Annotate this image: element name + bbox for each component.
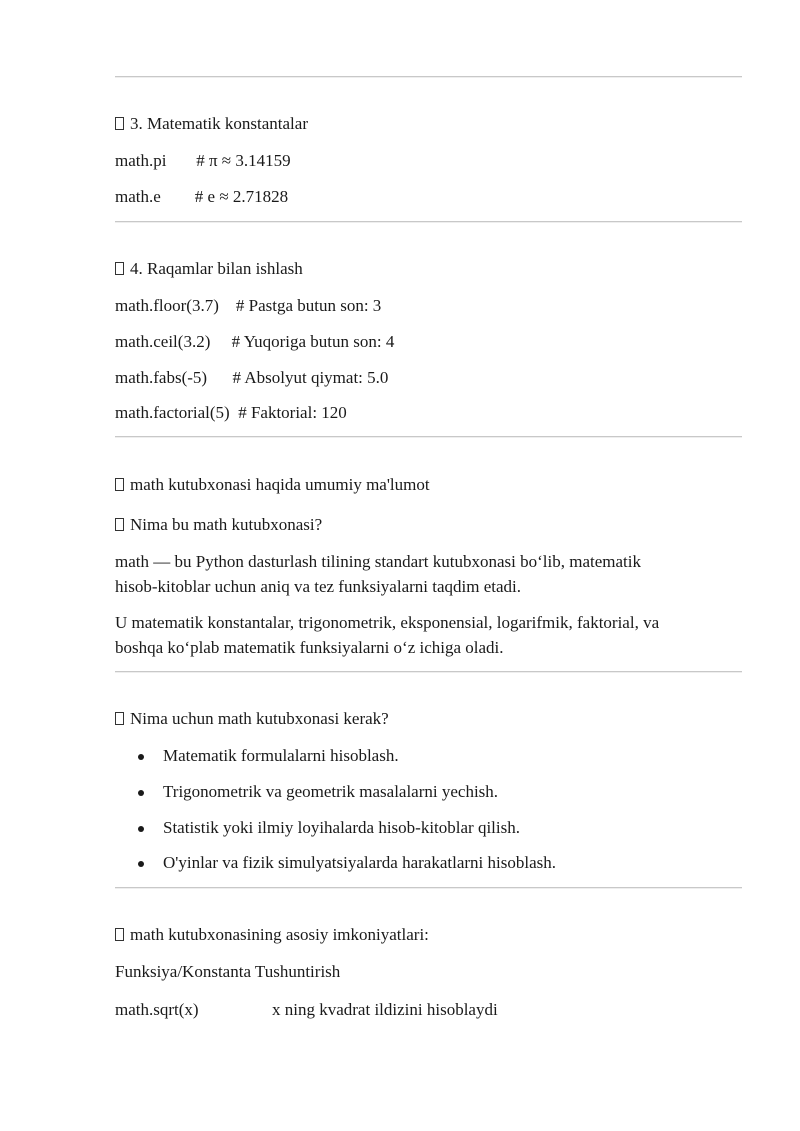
- code-line: math.floor(3.7) # Pastga butun son: 3: [115, 296, 382, 315]
- divider: [115, 76, 742, 77]
- bullet-icon: [138, 790, 144, 796]
- section-3-heading: [115, 112, 308, 136]
- section-4-heading: [115, 257, 303, 281]
- bullet-icon: [138, 861, 144, 867]
- emoji-placeholder-icon: [115, 262, 124, 275]
- emoji-placeholder-icon: [115, 117, 124, 130]
- code-line: math.fabs(-5) # Absolyut qiymat: 5.0: [115, 368, 389, 387]
- emoji-placeholder-icon: [115, 478, 124, 491]
- overview-question-text: Nima bu math kutubxonasi?: [130, 515, 323, 534]
- overview-heading: [115, 473, 430, 497]
- paragraph-line: hisob-kitoblar uchun aniq va tez funksiyalarni taqdim etadi.: [115, 577, 521, 596]
- overview-heading-text: math kutubxonasi haqida umumiy ma'lumot: [130, 475, 430, 494]
- emoji-placeholder-icon: [115, 928, 124, 941]
- paragraph-line: boshqa ko‘plab matematik funksiyalarni o‘z ichiga oladi.: [115, 638, 504, 657]
- list-item: Trigonometrik va geometrik masalalarni yechish.: [163, 782, 499, 801]
- features-heading-text: math kutubxonasining asosiy imkoniyatlari:: [130, 925, 429, 944]
- section-3-heading-text: 3. Matematik konstantalar: [130, 114, 308, 133]
- why-heading: [115, 707, 389, 731]
- overview-question: [115, 513, 322, 537]
- why-heading-text: Nima uchun math kutubxonasi kerak?: [130, 709, 389, 728]
- list-item: Matematik formulalarni hisoblash.: [163, 746, 399, 765]
- table-header: Funksiya/Konstanta Tushuntirish: [115, 962, 341, 981]
- divider: [115, 436, 742, 437]
- paragraph-line: math — bu Python dasturlash tilining standart kutubxonasi bo‘lib, matematik: [115, 552, 641, 571]
- bullet-icon: [138, 826, 144, 832]
- features-heading: [115, 923, 429, 947]
- section-4-heading-text: 4. Raqamlar bilan ishlash: [130, 259, 303, 278]
- divider: [115, 221, 742, 222]
- list-item: Statistik yoki ilmiy loyihalarda hisob-kitoblar qilish.: [163, 818, 520, 837]
- code-line: math.ceil(3.2) # Yuqoriga butun son: 4: [115, 332, 395, 351]
- emoji-placeholder-icon: [115, 518, 124, 531]
- table-cell-desc: x ning kvadrat ildizini hisoblaydi: [272, 1000, 498, 1019]
- code-line: math.pi # π ≈ 3.14159: [115, 151, 291, 170]
- code-line: math.factorial(5) # Faktorial: 120: [115, 403, 347, 422]
- table-cell-func: math.sqrt(x): [115, 1000, 199, 1019]
- code-line: math.e # e ≈ 2.71828: [115, 187, 289, 206]
- divider: [115, 887, 742, 888]
- divider: [115, 671, 742, 672]
- bullet-icon: [138, 754, 144, 760]
- paragraph-line: U matematik konstantalar, trigonometrik, eksponensial, logarifmik, faktorial, va: [115, 613, 660, 632]
- list-item: O'yinlar va fizik simulyatsiyalarda harakatlarni hisoblash.: [163, 853, 557, 872]
- emoji-placeholder-icon: [115, 712, 124, 725]
